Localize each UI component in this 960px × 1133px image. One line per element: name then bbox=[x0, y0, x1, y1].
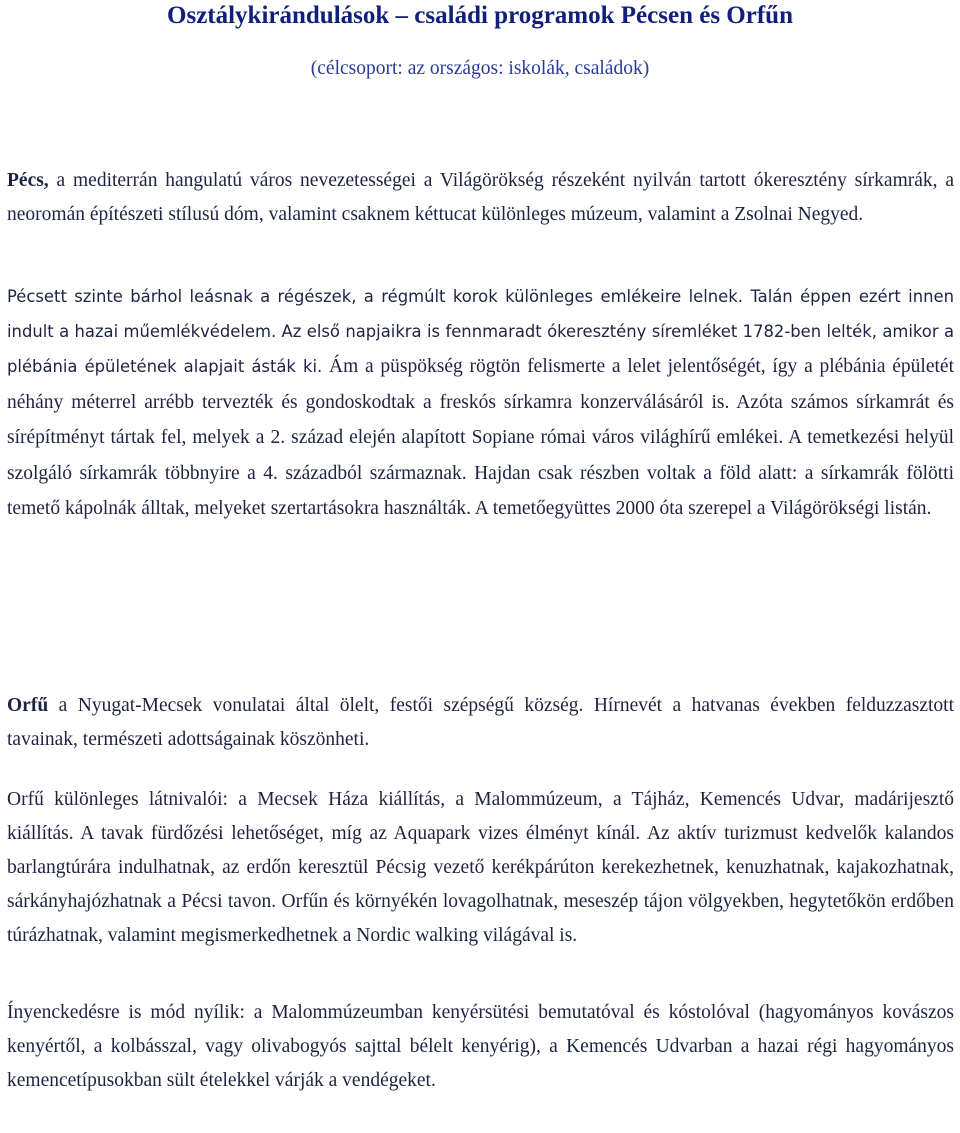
orfu-name: Orfű bbox=[7, 695, 49, 716]
pecs-intro-text: a mediterrán hangulatú város nevezetességei a Világörökség részeként nyilván tartott ókeresztény sírkamrák, a neoromán építészeti stílusú dóm, valamint csaknem kéttucat különleges múzeum, valamint a Zsolnai Negyed. bbox=[7, 170, 954, 225]
orfu-intro-text: a Nyugat-Mecsek vonulatai által ölelt, festői szépségű község. Hírnevét a hatvanas években felduzzasztott tavainak, természeti adottságainak köszönheti. bbox=[7, 695, 954, 750]
document-title: Osztálykirándulások – családi programok Pécsen és Orfűn bbox=[167, 2, 793, 29]
paragraph-gourmet: Ínyenckedésre is mód nyílik: a Malommúzeumban kenyérsütési bemutatóval és kóstolóval (hagyományos kovászos kenyértől, a kolbásszal, vagy olivabogyós sajttal bélelt kenyérig), a Kemencés Udvarban a hazai régi hagyományos kemencetípusokban sült ételekkel várják a vendégeket. bbox=[7, 1002, 954, 1091]
paragraph-orfu-sights: Orfű különleges látnivalói: a Mecsek Háza kiállítás, a Malommúzeum, a Tájház, Kemencés Udvar, madárijesztő kiállítás. A tavak fürdőzési lehetőséget, míg az Aquapark vizes élményt kínál. Az aktív turizmust kedvelők kalandos barlangtúrára indulhatnak, az erdőn keresztül Pécsig vezető kerékpárúton kerekezhetnek, kenuzhatnak, kajakozhatnak, sárkányhajózhatnak a Pécsi tavon. Orfűn és környékén lovagolhatnak, meseszép tájon völgyekben, hegytetőkön erdőben túrázhatnak, valamint megismerkedhetnek a Nordic walking világával is. bbox=[7, 789, 954, 946]
pecs-name: Pécs, bbox=[7, 170, 49, 191]
pecs-history-part1: Pécsett szinte bárhol leásnak a régészek, a régmúlt korok különleges emlékeire lelnek. Talán éppen ezért innen indult a hazai műemlékvédelem. Az első napjaikra is fennmaradt ókeresztény síremléket 1782-ben lelték, amikor a plébánia épületének alapjait ásták ki. bbox=[7, 287, 954, 376]
pecs-history-part2: Ám a püspökség rögtön felismerte a lelet jelentőségét, így a plébánia épületét néhány méterrel arrébb tervezték és gondoskodtak a freskós sírkamra konzerválásáról is. Azóta számos sírkamrát és sírépítményt tártak fel, melyek a 2. század elején alapított Sopiane római város világhírű emlékei. A temetkezési helyül szolgáló sírkamrák többnyire a 4. századból származnak. Hajdan csak részben voltak a föld alatt: a sírkamrák fölötti temető kápolnák álltak, melyeket szertartásokra használták. A temetőegyüttes 2000 óta szerepel a Világörökségi listán. bbox=[7, 356, 954, 519]
paragraph-pecs-history bbox=[7, 280, 954, 527]
paragraph-pecs-intro bbox=[7, 164, 954, 232]
document-subtitle: (célcsoport: az országos: iskolák, családok) bbox=[310, 58, 650, 79]
paragraph-orfu-intro bbox=[7, 689, 954, 757]
